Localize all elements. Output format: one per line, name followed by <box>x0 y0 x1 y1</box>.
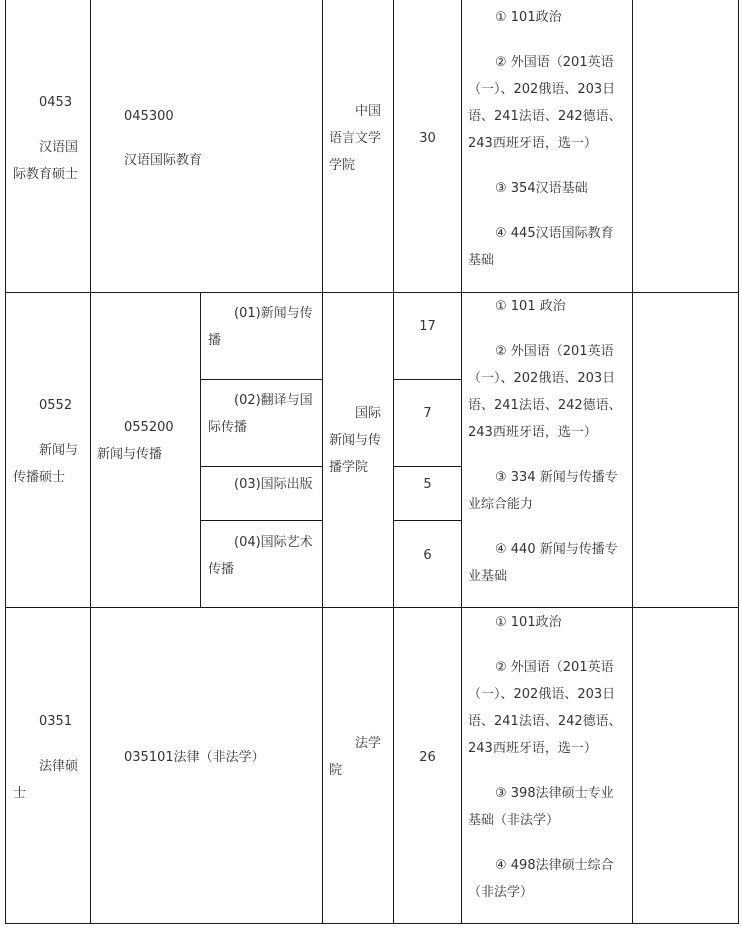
category-name: 新闻与 <box>39 443 79 458</box>
exam-subject: ② 外国语（201英语 <box>495 660 614 675</box>
category-name: 汉语国 <box>39 140 79 155</box>
enrollment-quota: 5 <box>423 477 432 492</box>
table-rule <box>200 520 322 521</box>
table-rule <box>393 466 461 467</box>
exam-subject: ① 101政治 <box>495 615 562 630</box>
college-name: 语言文学 <box>329 131 382 146</box>
enrollment-quota: 30 <box>419 131 436 146</box>
direction-name: 际传播 <box>208 420 248 435</box>
exam-subject: ③ 334 新闻与传播专 <box>495 470 618 485</box>
college-name: 法学 <box>355 736 382 751</box>
category-name: 传播硕士 <box>13 470 66 485</box>
exam-subject: （一）、202俄语、203日 <box>468 371 616 386</box>
exam-subject: ④ 440 新闻与传播专 <box>495 542 618 557</box>
category-name: 际教育硕士 <box>13 167 79 182</box>
major-code: 045300 <box>124 109 174 124</box>
major-name: 汉语国际教育 <box>124 153 203 168</box>
exam-subject: ② 外国语（201英语 <box>495 344 614 359</box>
category-code: 0351 <box>39 714 73 729</box>
table-rule <box>200 379 322 380</box>
table-rule <box>393 379 461 380</box>
exam-subject: ① 101 政治 <box>495 299 566 314</box>
enrollment-quota: 17 <box>419 319 436 334</box>
enrollment-quota: 6 <box>423 548 432 563</box>
table-rule <box>5 292 739 293</box>
exam-subject: （一）、202俄语、203日 <box>468 687 616 702</box>
exam-subject: （一）、202俄语、203日 <box>468 82 616 97</box>
major-code: 055200 <box>124 420 174 435</box>
major-code: 035101 <box>124 750 174 765</box>
college-name: 中国 <box>355 104 382 119</box>
direction-name: (03)国际出版 <box>234 477 313 492</box>
direction-name: (04)国际艺术 <box>234 535 313 550</box>
enrollment-quota: 7 <box>423 406 432 421</box>
table-rule <box>393 520 461 521</box>
category-code: 0453 <box>39 95 73 110</box>
table-rule <box>738 0 739 924</box>
exam-subject: ③ 354汉语基础 <box>495 181 588 196</box>
direction-name: 播 <box>208 333 222 348</box>
exam-subject: 业综合能力 <box>468 497 534 512</box>
major-name <box>124 744 265 771</box>
category-code: 0552 <box>39 398 73 413</box>
exam-subject: 语、241法语、242德语、 <box>468 109 622 124</box>
category-name: 士 <box>13 786 27 801</box>
table-rule <box>5 607 739 608</box>
direction-name: 传播 <box>208 562 235 577</box>
major-name: 新闻与传播 <box>97 447 163 462</box>
table-rule <box>5 0 6 924</box>
exam-subject: ③ 398法律硕士专业 <box>495 786 614 801</box>
exam-subject: ① 101政治 <box>495 10 562 25</box>
table-rule <box>200 466 322 467</box>
table-rule <box>322 0 323 924</box>
exam-subject: 243西班牙语，选一） <box>468 741 597 756</box>
exam-subject: 语、241法语、242德语、 <box>468 714 622 729</box>
exam-subject: ④ 498法律硕士综合 <box>495 858 614 873</box>
exam-subject: （非法学） <box>468 885 534 900</box>
exam-subject: 业基础 <box>468 569 508 584</box>
college-name: 国际 <box>355 406 382 421</box>
exam-subject: 基础（非法学） <box>468 813 560 828</box>
college-name: 学院 <box>329 158 356 173</box>
college-name: 新闻与传 <box>329 433 382 448</box>
exam-subject: 基础 <box>468 253 495 268</box>
exam-subject: 243西班牙语，选一） <box>468 425 597 440</box>
exam-subject: ④ 445汉语国际教育 <box>495 226 614 241</box>
table-rule <box>5 923 739 924</box>
major-title: 法律（非法学） <box>173 750 265 765</box>
table-rule <box>90 0 91 924</box>
table-rule <box>200 292 201 608</box>
table-rule <box>461 0 462 924</box>
direction-name: (01)新闻与传 <box>234 306 313 321</box>
exam-subject: 243西班牙语，选一） <box>468 136 597 151</box>
enrollment-quota: 26 <box>419 750 436 765</box>
table-rule <box>632 0 633 924</box>
college-name: 院 <box>329 763 343 778</box>
college-name: 播学院 <box>329 460 369 475</box>
direction-name: (02)翻译与国 <box>234 393 313 408</box>
exam-subject: ② 外国语（201英语 <box>495 55 614 70</box>
exam-subject: 语、241法语、242德语、 <box>468 398 622 413</box>
category-name: 法律硕 <box>39 759 79 774</box>
